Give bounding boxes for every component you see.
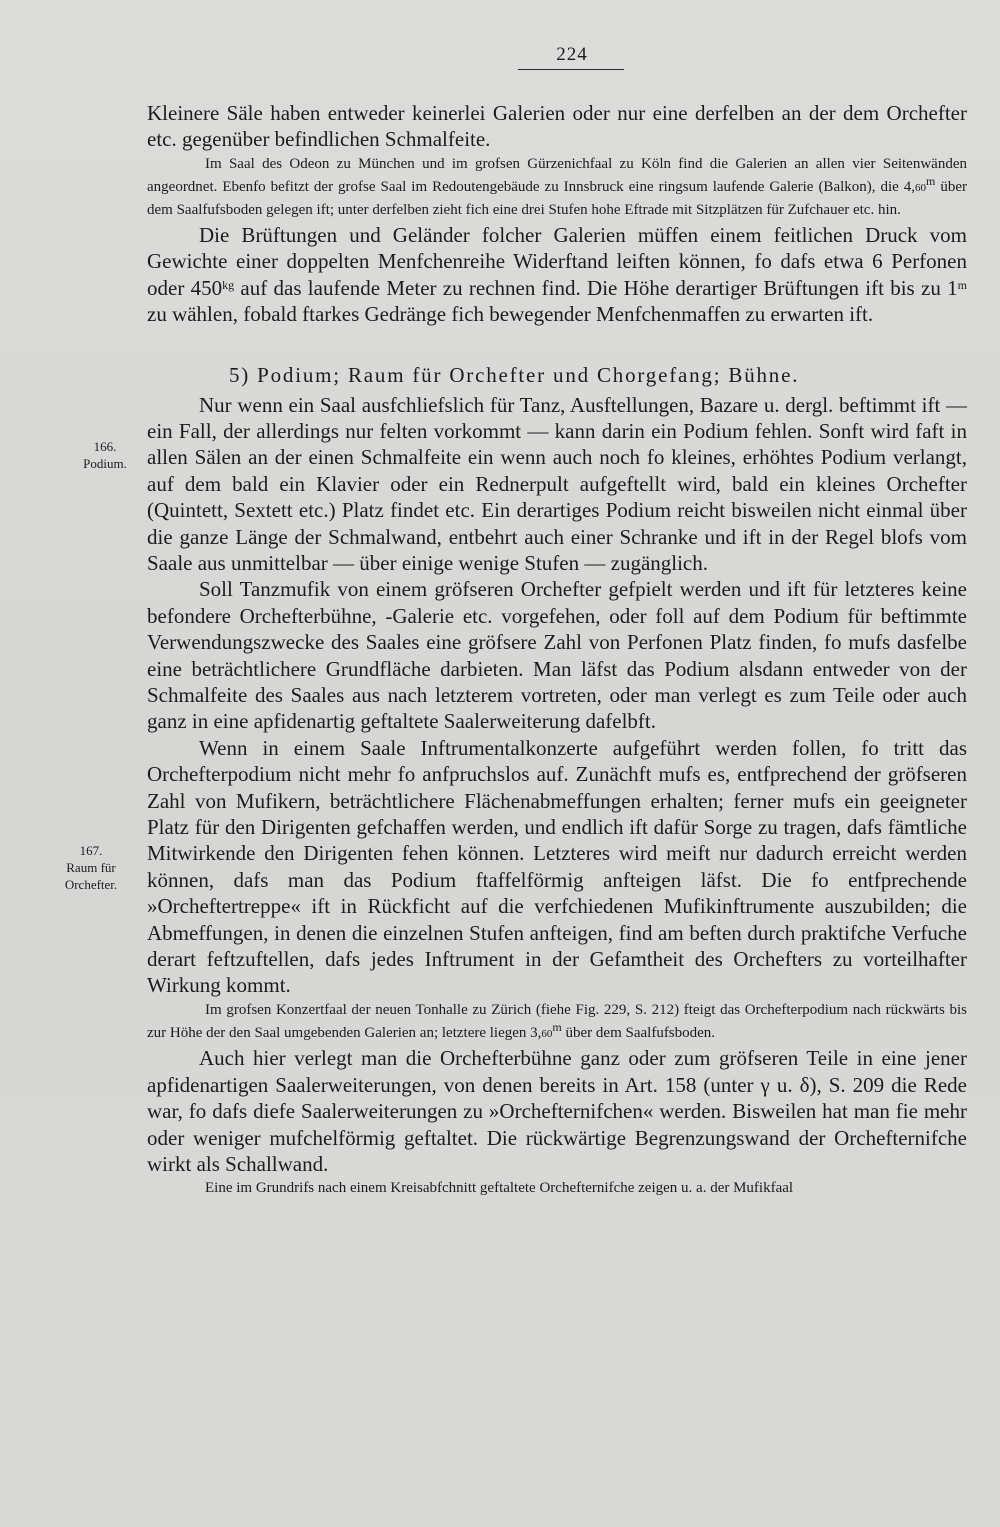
marginal-number: 166. — [93, 439, 117, 454]
paragraph: Soll Tanzmufik von einem gröfseren Orchefter gefpielt werden und ift für letzteres keine befondere Orchefterbühne, -Galerie etc. vorgefehen, oder foll auf dem Podium für beftimmte Verwendungszwecke des Saales eine gröfsere Zahl von Perfonen Platz finden, fo mufs dasfelbe eine beträchtlichere Grundfläche darbieten. Man läfst das Podium alsdann entweder von der Schmalfeite des Saales aus nach letzterem vortreten, oder man verlegt es zum Teile oder auch ganz in eine apfidenartig geftaltete Saalerweiterung dafelbft. — [147, 577, 967, 734]
paragraph: Nur wenn ein Saal ausfchliefslich für Tanz, Ausftellungen, Bazare u. dergl. beftimmt ift — ein Fall, der allerdings nur felten vorkommt — kann darin ein Podium fehlen. Sonft wird faft in allen Sälen an der einen Schmalfeite ein wenn auch noch fo kleines, erhöhtes Podium verlangt, auf dem bald ein Klavier oder ein Rednerpult aufgeftellt wird, bald ein kleines Orchefter (Quintett, Sextett etc.) Platz findet etc. Ein derartiges Podium reicht bisweilen nicht einmal über die ganze Länge der Schmalwand, entbehrt auch einer Schranke und ift in der Regel blofs vom Saale aus unmittelbar — über einige wenige Stufen — zugänglich. — [147, 392, 967, 575]
unit-superscript: kg — [222, 277, 235, 292]
text-run: Im grofsen Konzertfaal der neuen Tonhalle zu Zürich (fiehe Fig. 229, S. 212) fteigt das Orchefterpodium nach rückwärts bis zur Höhe der den Saal umgebenden Galerien an; letztere liegen 3, — [147, 1001, 967, 1041]
text-run: auf das laufende Meter zu rechnen find. Die Höhe derartiger Brüftungen ift bis zu 1 — [234, 275, 958, 300]
marginal-note-166 — [66, 438, 144, 472]
unit-superscript: m — [552, 1019, 562, 1034]
paragraph — [147, 222, 967, 328]
unit-superscript: m — [926, 173, 936, 188]
marginal-label: Orchefter. — [64, 877, 118, 892]
text-run: zu wählen, fobald ftarkes Gedränge fich bewegender Menfchenmaffen zu erwarten ift. — [147, 302, 874, 327]
small-paragraph — [147, 153, 967, 222]
paragraph: Wenn in einem Saale Inftrumentalkonzerte aufgeführt werden follen, fo tritt das Orchefterpodium nicht mehr fo anfpruchslos auf. Zunächft mufs es, entfprechend der gröfseren Zahl von Mufikern, beträchtlichere Flächenabmeffungen erhalten; ferner mufs ein geeigneter Platz für den Dirigenten gefchaffen werden, und endlich ift dafür Sorge zu tragen, dafs fämtliche Mitwirkende den Dirigenten fehen können. Letzteres wird meift nur dadurch erreicht werden können, dafs man das Podium ftaffelförmig anfteigen läfst. Die fo entfprechende »Orcheftertreppe« ift in Rückficht auf die verfchiedenen Mufikinftrumente auszubilden; die Abmeffungen, in denen die einzelnen Stufen anfteigen, find am beften durch praktifche Verfuche derart feftzuftellen, dafs jedes Inftrument in der Gefamtheit des Orchefters zu vorteilhafter Wirkung kommt. — [147, 735, 967, 998]
page-number: 224 — [556, 44, 588, 65]
small-paragraph — [147, 999, 967, 1045]
text-run: über dem Saalfufsboden gelegen ift; unter derfelben zieht fich eine drei Stufen hohe Eftrade mit Sitzplätzen für Zufchauer etc. hin. — [147, 178, 967, 219]
marginal-label: Podium. — [83, 456, 127, 471]
marginal-number: 167. — [79, 843, 103, 858]
marginal-label: Raum für — [66, 860, 116, 875]
page-number-rule — [518, 69, 624, 70]
unit-superscript: m — [957, 277, 967, 292]
text-run: über dem Saalfufsboden. — [561, 1024, 716, 1041]
small-paragraph: Eine im Grundrifs nach einem Kreisabfchnitt geftaltete Orchefternifche zeigen u. a. der Mufikfaal — [205, 1180, 794, 1197]
text-run: Im Saal des Odeon zu München und im grofsen Gürzenichfaal zu Köln find die Galerien an allen vier Seitenwänden angeordnet. Ebenfo befitzt der grofse Saal im Redoutengebäude zu Innsbruck eine ringsum laufende Galerie (Balkon), die 4, — [147, 155, 967, 195]
section-heading: 5) Podium; Raum für Orchefter und Chorgefang; Bühne. — [229, 362, 800, 387]
marginal-note-167 — [52, 842, 130, 893]
text-run: Die Brüftungen und Geländer folcher Galerien müffen einem feitlichen Druck vom Gewichte einer doppelten Menfchenreihe Widerftand leiften können, fo dafs etwa 6 Perfonen oder 450 — [147, 222, 967, 300]
subscript-decimal: 60 — [915, 181, 927, 194]
body-text — [147, 100, 967, 1200]
subscript-decimal: 60 — [541, 1027, 553, 1040]
paragraph: Auch hier verlegt man die Orchefterbühne ganz oder zum gröfseren Teile in eine jener apfidenartigen Saalerweiterungen, von denen bereits in Art. 158 (unter γ u. δ), S. 209 die Rede war, fo dafs diefe Saalerweiterungen zu »Orchefternifchen« werden. Bisweilen hat man fie mehr oder weniger mufchelförmig geftaltet. Die rückwärtige Begrenzungswand der Orchefternifche wirkt als Schallwand. — [147, 1046, 967, 1176]
paragraph: Kleinere Säle haben entweder keinerlei Galerien oder nur eine derfelben an der dem Orchefter etc. gegenüber befindlichen Schmalfeite. — [147, 101, 967, 152]
